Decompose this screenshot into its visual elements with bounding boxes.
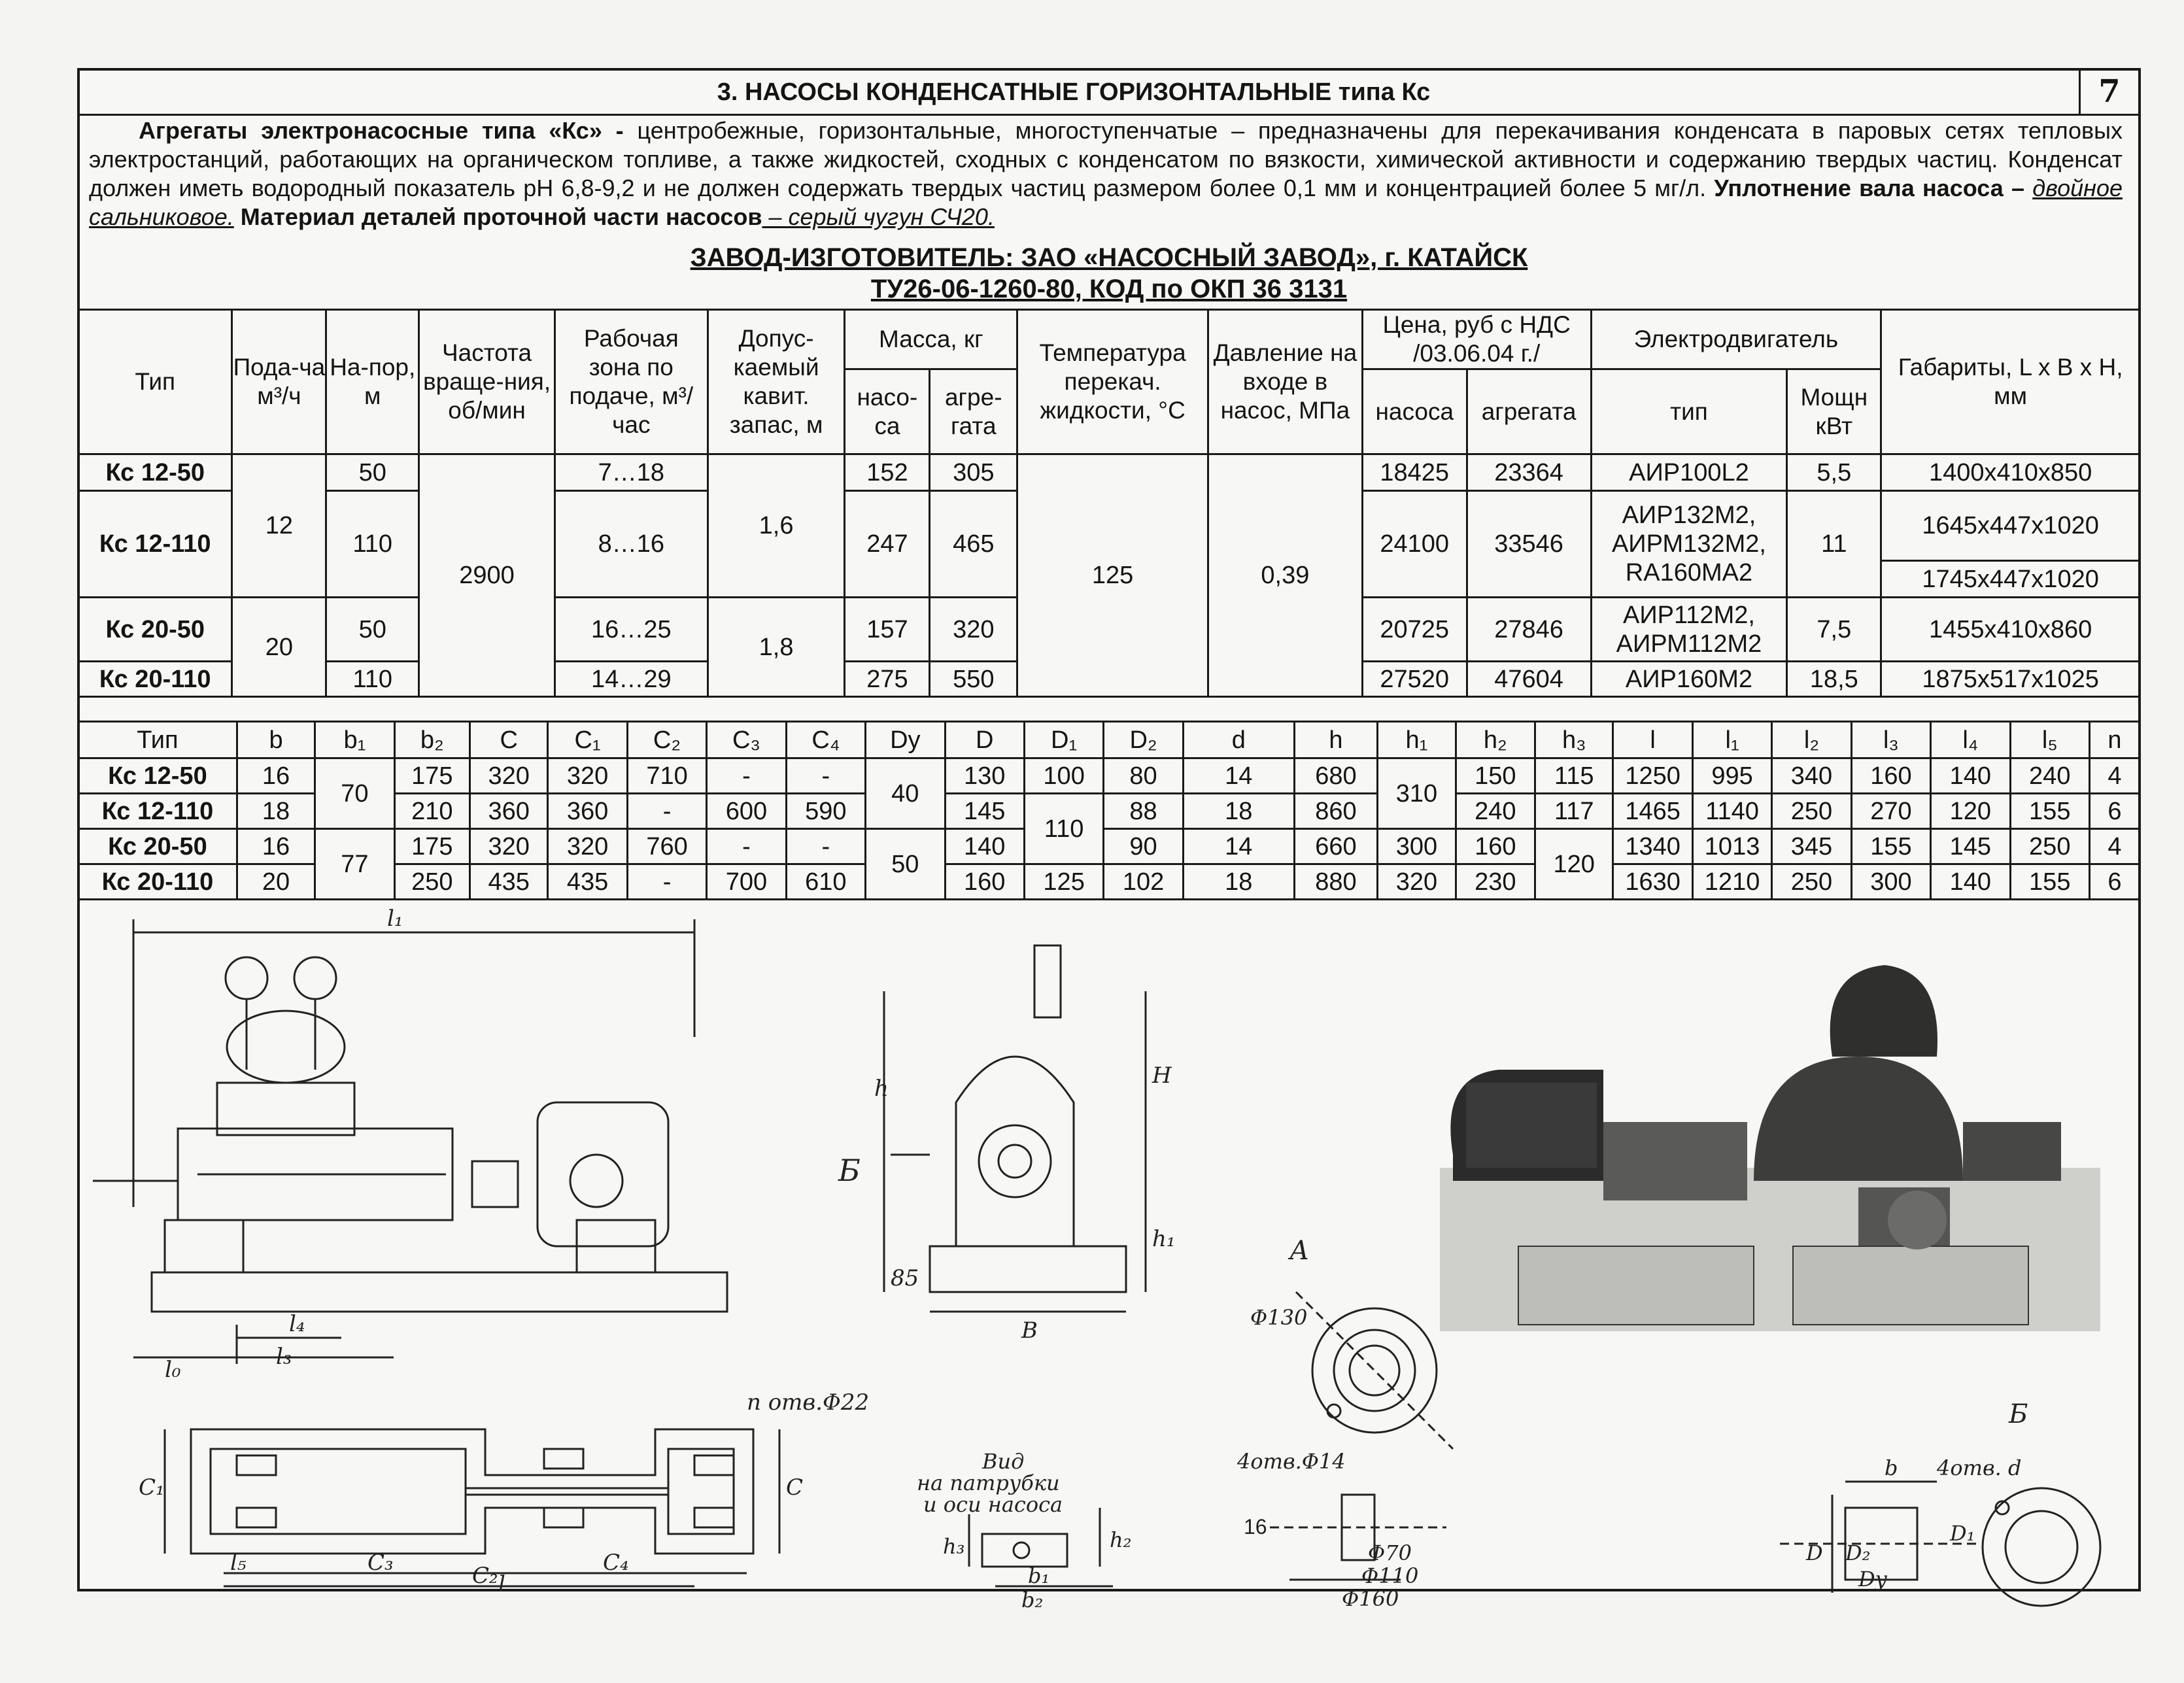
cell-c2: 760 <box>627 829 706 864</box>
catalog-sheet <box>77 68 2141 1612</box>
cell-npsh-20: 1,8 <box>708 598 845 697</box>
label-b2: b₂ <box>1021 1588 1044 1612</box>
motor-line: АИР132М2, <box>1622 502 1756 529</box>
cell-d2: 102 <box>1104 864 1183 900</box>
dim-hdr-7: C₃ <box>707 722 786 758</box>
dim-hdr-23: l₅ <box>2010 722 2089 758</box>
cell-power: 11 <box>1787 491 1881 598</box>
cell-zone: 7…18 <box>555 454 708 491</box>
label-view-note-1: Вид <box>982 1449 1025 1474</box>
cell-l4: 140 <box>1931 864 2010 900</box>
motor-line: АИР112М2, <box>1622 601 1755 629</box>
cell-motor <box>1591 491 1787 598</box>
dim-hdr-21: l₃ <box>1851 722 1930 758</box>
cell-mass-unit: 305 <box>930 454 1017 491</box>
cell-d2: 90 <box>1104 829 1183 864</box>
cell-l1: 1210 <box>1692 864 1771 900</box>
manufacturer-block <box>80 242 2138 305</box>
dim-hdr-13: d <box>1183 722 1294 758</box>
cell-d1: 110 <box>1024 794 1103 864</box>
cell-type: Кс 12-50 <box>78 758 237 794</box>
cell-b1: 70 <box>315 758 394 829</box>
cell-h: 680 <box>1294 758 1377 794</box>
cell-b: 20 <box>237 864 315 900</box>
cell-c1: 320 <box>548 758 627 794</box>
cell-dd: 14 <box>1183 829 1294 864</box>
cell-mass-pump: 247 <box>845 491 930 598</box>
material-label: Материал деталей проточной части насосов <box>233 203 762 230</box>
seal-label: Уплотнение вала насоса – <box>1714 175 2024 201</box>
cell-l: 1250 <box>1613 758 1692 794</box>
cell-d1: 100 <box>1024 758 1103 794</box>
cell-type: Кс 12-50 <box>78 454 232 491</box>
cell-zone: 14…29 <box>555 662 708 697</box>
cell-c4: - <box>786 758 865 794</box>
cell-l5: 155 <box>2010 794 2089 829</box>
cell-l4: 120 <box>1931 794 2010 829</box>
label-phi130: Φ130 <box>1250 1305 1308 1330</box>
cell-d: 140 <box>945 829 1024 864</box>
hdr-dims: Габариты, L x B x H, мм <box>1881 310 2140 454</box>
cell-dims: 1400x410x850 <box>1881 454 2140 491</box>
cell-c4: - <box>786 829 865 864</box>
cell-c3: - <box>707 758 786 794</box>
cell-c1: 435 <box>548 864 627 900</box>
cell-b2: 250 <box>394 864 469 900</box>
cell-price-unit: 27846 <box>1467 598 1591 662</box>
hdr-work-zone: Рабочая зона по подаче, м³/час <box>555 310 708 454</box>
cell-mass-pump: 152 <box>845 454 930 491</box>
cell-dims: 1875x517x1025 <box>1881 662 2140 697</box>
cell-n: 6 <box>2089 794 2140 829</box>
label-view-b2: Б <box>2009 1399 2028 1429</box>
dim-hdr-22: l₄ <box>1931 722 2010 758</box>
cell-c4: 610 <box>786 864 865 900</box>
cell-dd: 18 <box>1183 794 1294 829</box>
cell-l4: 140 <box>1931 758 2010 794</box>
cell-mass-pump: 275 <box>845 662 930 697</box>
cell-type: Кс 20-110 <box>78 864 237 900</box>
label-phi70: Φ70 <box>1368 1540 1412 1565</box>
cell-dims: 1745x447x1020 <box>1881 561 2140 598</box>
label-l5: l₅ <box>230 1550 247 1576</box>
cell-d2: 80 <box>1104 758 1183 794</box>
cell-l1: 1140 <box>1692 794 1771 829</box>
cell-b: 18 <box>237 794 315 829</box>
cell-c: 320 <box>470 829 548 864</box>
label-h2: h₂ <box>1110 1527 1132 1552</box>
hdr-mass: Масса, кг <box>845 310 1017 369</box>
hdr-pressure: Давление на входе в насос, МПа <box>1208 310 1363 454</box>
label-phi110: Φ110 <box>1361 1563 1419 1588</box>
cell-mass-unit: 320 <box>930 598 1017 662</box>
cell-dims: 1645x447x1020 <box>1881 491 2140 561</box>
hdr-head: На-пор, м <box>326 310 419 454</box>
cell-b: 16 <box>237 829 315 864</box>
label-l1: l₁ <box>387 906 403 932</box>
cell-n: 4 <box>2089 758 2140 794</box>
cell-b1: 77 <box>315 829 394 900</box>
cell-h2: 230 <box>1456 864 1535 900</box>
hdr-motor-power: Мощн кВт <box>1787 369 1881 454</box>
cell-c: 360 <box>470 794 548 829</box>
cell-h3: 120 <box>1535 829 1613 900</box>
side-view-drawing <box>93 919 727 1364</box>
title-row <box>80 71 2138 116</box>
hdr-price-pump: насоса <box>1362 369 1467 454</box>
dim-hdr-4: C <box>470 722 548 758</box>
table-row <box>78 454 2140 491</box>
label-view-a: А <box>1289 1236 1310 1266</box>
cell-c3: - <box>707 829 786 864</box>
dim-hdr-10: D <box>945 722 1024 758</box>
hdr-temp: Температура перекач. жидкости, °С <box>1017 310 1208 454</box>
cell-d2: 88 <box>1104 794 1183 829</box>
front-view-drawing <box>884 945 1146 1312</box>
label-holes-d: 4отв. d <box>1937 1455 2022 1480</box>
intro-text: центробежные, горизонтальные, многоступенчатые – предназначены для перекачивания конденсата в паровых сетях тепловых электростанций, работающих на органическом топливе, а также жидкостей, сходных с конденсатом по вязкости, химической активности и содержанию твердых частиц. Конденсат должен иметь водородный показатель рН 6,8-9,2 и не должен содержать твердых частиц размером более 0,1 мм и концентрацией более 5 мг/л. <box>89 117 2123 201</box>
label-view-note-2: на патрубки <box>917 1470 1060 1495</box>
cell-h3: 115 <box>1535 758 1613 794</box>
cell-price-unit: 47604 <box>1467 662 1591 697</box>
cell-price-unit: 33546 <box>1467 491 1591 598</box>
cell-d1: 125 <box>1024 864 1103 900</box>
label-c: C <box>786 1474 804 1501</box>
cell-l: 1465 <box>1613 794 1692 829</box>
cell-price-unit: 23364 <box>1467 454 1591 491</box>
cell-d: 160 <box>945 864 1024 900</box>
hdr-type: Тип <box>78 310 232 454</box>
cell-head: 50 <box>326 454 419 491</box>
cell-dd: 18 <box>1183 864 1294 900</box>
cell-mass-unit: 465 <box>930 491 1017 598</box>
material-value: – серый чугун СЧ20. <box>762 203 995 230</box>
cell-h1: 300 <box>1378 829 1456 864</box>
cell-d: 145 <box>945 794 1024 829</box>
technical-drawings <box>80 906 2138 1612</box>
label-holes-d22: n отв.Φ22 <box>747 1389 870 1416</box>
dim-hdr-20: l₂ <box>1772 722 1851 758</box>
label-l: l <box>498 1571 505 1597</box>
cell-h1: 320 <box>1378 864 1456 900</box>
table-row <box>78 758 2140 794</box>
dim-hdr-19: l₁ <box>1692 722 1771 758</box>
cell-head: 50 <box>326 598 419 662</box>
manufacturer-name: ЗАВОД-ИЗГОТОВИТЕЛЬ: ЗАО «НАСОСНЫЙ ЗАВОД», г. КАТАЙСК <box>690 243 1528 272</box>
dim-hdr-6: C₂ <box>627 722 706 758</box>
label-b: b <box>1885 1455 1898 1480</box>
label-H: H <box>1152 1062 1172 1089</box>
cell-flow-20: 20 <box>232 598 326 697</box>
cell-power: 18,5 <box>1787 662 1881 697</box>
hdr-price-unit: агрегата <box>1467 369 1591 454</box>
label-16: 16 <box>1244 1515 1267 1538</box>
label-h3: h₃ <box>943 1534 965 1559</box>
cell-pressure: 0,39 <box>1208 454 1363 697</box>
cell-n: 4 <box>2089 829 2140 864</box>
cell-h: 880 <box>1294 864 1377 900</box>
cell-motor <box>1591 598 1787 662</box>
hdr-mass-unit: агре-гата <box>930 369 1017 454</box>
motor-line: АИРМ132М2, <box>1611 530 1766 558</box>
label-B: B <box>1021 1318 1038 1344</box>
dim-hdr-2: b₁ <box>315 722 394 758</box>
label-l4: l₄ <box>289 1311 305 1337</box>
label-l3: l₃ <box>276 1344 292 1370</box>
seal-value: двойное сальниковое. <box>89 175 2123 230</box>
label-holes-14: 4отв.Φ14 <box>1237 1449 1346 1474</box>
dim-hdr-1: b <box>237 722 315 758</box>
cell-l3: 300 <box>1851 864 1930 900</box>
dimension-table <box>77 721 2141 900</box>
cell-mass-pump: 157 <box>845 598 930 662</box>
label-c1: C₁ <box>139 1474 165 1501</box>
flange-a-drawing <box>1270 1292 1453 1580</box>
hdr-price: Цена, руб с НДС /03.06.04 г./ <box>1362 310 1591 369</box>
hdr-mass-pump: насо-са <box>845 369 930 454</box>
cell-b: 16 <box>237 758 315 794</box>
cell-c1: 320 <box>548 829 627 864</box>
cell-speed: 2900 <box>419 454 555 697</box>
cell-b2: 175 <box>394 829 469 864</box>
dim-hdr-8: C₄ <box>786 722 865 758</box>
cell-power: 7,5 <box>1787 598 1881 662</box>
dim-header-row <box>78 722 2140 758</box>
cell-l1: 1013 <box>1692 829 1771 864</box>
label-c4: C₄ <box>603 1550 629 1576</box>
cell-l3: 155 <box>1851 829 1930 864</box>
cell-l2: 345 <box>1772 829 1851 864</box>
label-h: h <box>874 1076 889 1102</box>
label-D: D <box>1806 1540 1823 1565</box>
dim-hdr-24: n <box>2089 722 2140 758</box>
cell-l: 1340 <box>1613 829 1692 864</box>
cell-l3: 160 <box>1851 758 1930 794</box>
table-row <box>78 829 2140 864</box>
cell-b2: 175 <box>394 758 469 794</box>
dim-hdr-16: h₂ <box>1456 722 1535 758</box>
label-view-b: Б <box>838 1153 861 1188</box>
label-D1: D₁ <box>1950 1521 1975 1546</box>
cell-h1: 310 <box>1378 758 1456 829</box>
cell-c: 435 <box>470 864 548 900</box>
cell-npsh-12: 1,6 <box>708 454 845 598</box>
flange-b-drawing <box>1780 1482 2100 1606</box>
cell-h: 860 <box>1294 794 1377 829</box>
cell-motor: АИР100L2 <box>1591 454 1787 491</box>
cell-c3: 700 <box>707 864 786 900</box>
label-85: 85 <box>891 1265 919 1291</box>
label-h1: h₁ <box>1152 1226 1176 1252</box>
cell-type: Кс 20-50 <box>78 829 237 864</box>
cell-c4: 590 <box>786 794 865 829</box>
hdr-speed: Частота враще-ния, об/мин <box>419 310 555 454</box>
cell-price-pump: 20725 <box>1362 598 1467 662</box>
cell-c3: 600 <box>707 794 786 829</box>
label-l0: l₀ <box>165 1357 181 1383</box>
cell-n: 6 <box>2089 864 2140 900</box>
intro-paragraph <box>89 116 2123 231</box>
cell-price-pump: 24100 <box>1362 491 1467 598</box>
dim-hdr-11: D₁ <box>1024 722 1103 758</box>
cell-c1: 360 <box>548 794 627 829</box>
hdr-npsh: Допус-каемый кавит. запас, м <box>708 310 845 454</box>
cell-zone: 8…16 <box>555 491 708 598</box>
cell-type: Кс 12-110 <box>78 794 237 829</box>
cell-l5: 240 <box>2010 758 2089 794</box>
dim-hdr-17: h₃ <box>1535 722 1613 758</box>
cell-l5: 155 <box>2010 864 2089 900</box>
cell-power: 5,5 <box>1787 454 1881 491</box>
cell-h3: 117 <box>1535 794 1613 829</box>
cell-l2: 250 <box>1772 794 1851 829</box>
motor-line: RA160MA2 <box>1625 559 1753 586</box>
cell-mass-unit: 550 <box>930 662 1017 697</box>
label-phi160: Φ160 <box>1342 1586 1399 1611</box>
cell-h: 660 <box>1294 829 1377 864</box>
cell-type: Кс 12-110 <box>78 491 232 598</box>
cell-l2: 250 <box>1772 864 1851 900</box>
page-number: 7 <box>2079 71 2138 114</box>
dim-hdr-0: Тип <box>78 722 237 758</box>
label-view-note-3: и оси насоса <box>923 1492 1063 1517</box>
cell-l: 1630 <box>1613 864 1692 900</box>
cell-dims: 1455x410x860 <box>1881 598 2140 662</box>
cell-price-pump: 27520 <box>1362 662 1467 697</box>
label-c2: C₂ <box>472 1563 498 1589</box>
cell-head: 110 <box>326 662 419 697</box>
base-plan-labels <box>139 1389 869 1597</box>
cell-c2: 710 <box>627 758 706 794</box>
cell-zone: 16…25 <box>555 598 708 662</box>
hdr-flow: Пода-ча м³/ч <box>232 310 326 454</box>
label-D2: D₂ <box>1845 1540 1871 1565</box>
cell-l3: 270 <box>1851 794 1930 829</box>
cell-l2: 340 <box>1772 758 1851 794</box>
cell-l5: 250 <box>2010 829 2089 864</box>
spec-table <box>77 309 2141 698</box>
cell-motor: АИР160М2 <box>1591 662 1787 697</box>
cell-flow-12: 12 <box>232 454 326 598</box>
cell-head: 110 <box>326 491 419 598</box>
cell-h2: 150 <box>1456 758 1535 794</box>
dim-hdr-3: b₂ <box>394 722 469 758</box>
intro-lead: Агрегаты электронасосные типа «Кс» - <box>139 117 624 144</box>
label-c3: C₃ <box>367 1550 394 1576</box>
motor-line: АИРМ112М2 <box>1616 630 1762 658</box>
cell-h2: 160 <box>1456 829 1535 864</box>
cell-temp: 125 <box>1017 454 1208 697</box>
dim-hdr-5: C₁ <box>548 722 627 758</box>
cell-dd: 14 <box>1183 758 1294 794</box>
cell-l4: 145 <box>1931 829 2010 864</box>
hdr-motor: Электродвигатель <box>1591 310 1881 369</box>
cell-c: 320 <box>470 758 548 794</box>
cell-l1: 995 <box>1692 758 1771 794</box>
pump-unit-photo <box>1440 965 2100 1331</box>
page-title: 3. НАСОСЫ КОНДЕНСАТНЫЕ ГОРИЗОНТАЛЬНЫЕ типа Кс <box>717 78 1431 106</box>
cell-type: Кс 20-50 <box>78 598 232 662</box>
cell-b2: 210 <box>394 794 469 829</box>
cell-d: 130 <box>945 758 1024 794</box>
label-b1: b₁ <box>1028 1563 1050 1588</box>
cell-dy: 40 <box>866 758 945 829</box>
cell-dy: 50 <box>866 829 945 900</box>
hdr-motor-type: тип <box>1591 369 1787 454</box>
manufacturer-spec: ТУ26-06-1260-80, КОД по ОКП 36 3131 <box>870 275 1348 303</box>
dim-hdr-15: h₁ <box>1378 722 1456 758</box>
cell-price-pump: 18425 <box>1362 454 1467 491</box>
cell-c2: - <box>627 864 706 900</box>
cell-h2: 240 <box>1456 794 1535 829</box>
cell-c2: - <box>627 794 706 829</box>
label-Dy: Dу <box>1858 1567 1888 1591</box>
cell-type: Кс 20-110 <box>78 662 232 697</box>
dim-hdr-9: Dу <box>866 722 945 758</box>
dim-hdr-14: h <box>1294 722 1377 758</box>
dim-hdr-18: l <box>1613 722 1692 758</box>
dim-hdr-12: D₂ <box>1104 722 1183 758</box>
